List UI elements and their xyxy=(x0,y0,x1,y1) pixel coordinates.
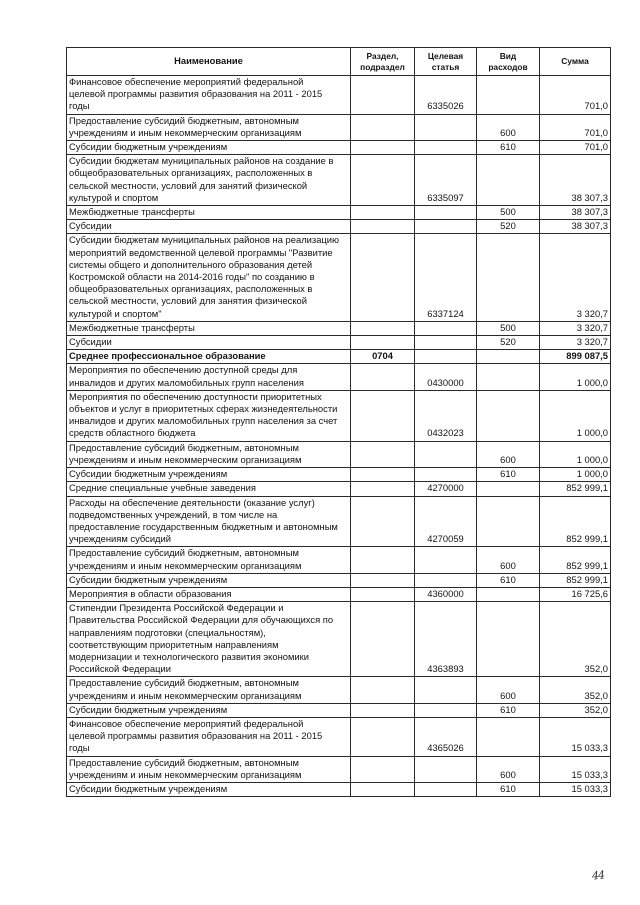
cell-sum: 852 999,1 xyxy=(540,496,611,547)
cell-expense-type: 500 xyxy=(477,206,540,220)
budget-table xyxy=(66,47,611,797)
cell-name: Субсидии бюджетным учреждениям xyxy=(67,703,351,717)
cell-name: Мероприятия по обеспечению доступной среды для инвалидов и других маломобильных групп населения xyxy=(67,364,351,390)
table-row xyxy=(67,220,611,234)
cell-sum: 3 320,7 xyxy=(540,336,611,350)
cell-target xyxy=(415,756,477,782)
cell-section: 0704 xyxy=(351,350,415,364)
table-body xyxy=(67,76,611,797)
cell-target xyxy=(415,441,477,467)
page-number: 44 xyxy=(591,868,605,883)
cell-section xyxy=(351,756,415,782)
cell-sum: 701,0 xyxy=(540,76,611,115)
cell-name: Среднее профессиональное образование xyxy=(67,350,351,364)
table-row xyxy=(67,756,611,782)
cell-expense-type: 610 xyxy=(477,468,540,482)
cell-name: Субсидии бюджетным учреждениям xyxy=(67,468,351,482)
cell-target: 6335097 xyxy=(415,155,477,206)
cell-target xyxy=(415,141,477,155)
cell-expense-type xyxy=(477,364,540,390)
table-row xyxy=(67,717,611,756)
cell-name: Мероприятия в области образования xyxy=(67,587,351,601)
cell-section xyxy=(351,336,415,350)
cell-target xyxy=(415,114,477,140)
cell-expense-type xyxy=(477,155,540,206)
cell-sum: 38 307,3 xyxy=(540,206,611,220)
table-row xyxy=(67,441,611,467)
cell-target xyxy=(415,573,477,587)
cell-expense-type: 610 xyxy=(477,782,540,796)
cell-target xyxy=(415,350,477,364)
cell-section xyxy=(351,220,415,234)
table-row xyxy=(67,114,611,140)
cell-sum: 1 000,0 xyxy=(540,441,611,467)
cell-expense-type xyxy=(477,602,540,677)
cell-sum: 38 307,3 xyxy=(540,155,611,206)
table-row xyxy=(67,155,611,206)
table-row xyxy=(67,703,611,717)
cell-sum: 15 033,3 xyxy=(540,717,611,756)
cell-name: Предоставление субсидий бюджетным, автономным учреждениям и иным некоммерческим организациям xyxy=(67,756,351,782)
cell-name: Субсидии бюджетам муниципальных районов на создание в общеобразовательных организациях, расположенных в сельской местности, условий для занятий физической культурой и спортом xyxy=(67,155,351,206)
table-row xyxy=(67,350,611,364)
cell-target xyxy=(415,321,477,335)
cell-name: Стипендии Президента Российской Федерации и Правительства Российской Федерации для обучающихся по направлениям подготовки (специальностям), соответствующим приоритетным направлениям модернизации и технологического развития экономики Российской Федерации xyxy=(67,602,351,677)
cell-section xyxy=(351,155,415,206)
table-row xyxy=(67,587,611,601)
cell-expense-type: 520 xyxy=(477,220,540,234)
cell-target: 0430000 xyxy=(415,364,477,390)
cell-target xyxy=(415,220,477,234)
cell-target: 4363893 xyxy=(415,602,477,677)
cell-target: 4270059 xyxy=(415,496,477,547)
header-sum: Сумма xyxy=(540,48,611,76)
cell-expense-type: 500 xyxy=(477,321,540,335)
cell-target: 4360000 xyxy=(415,587,477,601)
cell-sum: 352,0 xyxy=(540,677,611,703)
cell-expense-type: 520 xyxy=(477,336,540,350)
cell-sum: 38 307,3 xyxy=(540,220,611,234)
cell-expense-type: 610 xyxy=(477,141,540,155)
cell-section xyxy=(351,482,415,496)
table-row xyxy=(67,141,611,155)
header-expense-type: Вид расходов xyxy=(477,48,540,76)
cell-sum: 899 087,5 xyxy=(540,350,611,364)
cell-expense-type xyxy=(477,587,540,601)
cell-expense-type: 600 xyxy=(477,756,540,782)
table-row xyxy=(67,76,611,115)
cell-name: Мероприятия по обеспечению доступности приоритетных объектов и услуг в приоритетных сферах жизнедеятельности инвалидов и других маломобильных групп населения за счет средств областного бюджета xyxy=(67,390,351,441)
cell-sum: 852 999,1 xyxy=(540,573,611,587)
header-target: Целевая статья xyxy=(415,48,477,76)
table-row xyxy=(67,496,611,547)
table-row xyxy=(67,390,611,441)
cell-section xyxy=(351,703,415,717)
header-row xyxy=(67,48,611,76)
table-row xyxy=(67,364,611,390)
cell-section xyxy=(351,321,415,335)
table-row xyxy=(67,468,611,482)
cell-sum: 852 999,1 xyxy=(540,482,611,496)
cell-section xyxy=(351,468,415,482)
cell-name: Субсидии бюджетным учреждениям xyxy=(67,573,351,587)
cell-target: 6335026 xyxy=(415,76,477,115)
cell-expense-type xyxy=(477,350,540,364)
cell-sum: 1 000,0 xyxy=(540,468,611,482)
cell-section xyxy=(351,141,415,155)
cell-target xyxy=(415,468,477,482)
cell-target: 6337124 xyxy=(415,234,477,321)
cell-target: 0432023 xyxy=(415,390,477,441)
cell-target: 4270000 xyxy=(415,482,477,496)
table-row xyxy=(67,782,611,796)
cell-section xyxy=(351,717,415,756)
cell-target: 4365026 xyxy=(415,717,477,756)
cell-name: Предоставление субсидий бюджетным, автономным учреждениям и иным некоммерческим организациям xyxy=(67,547,351,573)
cell-section xyxy=(351,602,415,677)
table-row xyxy=(67,573,611,587)
cell-sum: 16 725,6 xyxy=(540,587,611,601)
cell-name: Субсидии бюджетам муниципальных районов на реализацию мероприятий ведомственной целевой программы "Развитие системы общего и дополнительного образования детей Костромской области на 2014-2016 годы" по созданию в общеобразовательных организациях, расположенных в сельской местности, условий для занятия физической культурой и спортом" xyxy=(67,234,351,321)
table-row xyxy=(67,602,611,677)
cell-target xyxy=(415,547,477,573)
cell-target xyxy=(415,703,477,717)
table-row xyxy=(67,677,611,703)
cell-expense-type: 600 xyxy=(477,547,540,573)
cell-name: Финансовое обеспечение мероприятий федеральной целевой программы развития образования на 2011 - 2015 годы xyxy=(67,76,351,115)
table-header xyxy=(67,48,611,76)
cell-target xyxy=(415,206,477,220)
cell-expense-type xyxy=(477,390,540,441)
table-row xyxy=(67,234,611,321)
cell-sum: 352,0 xyxy=(540,602,611,677)
cell-section xyxy=(351,234,415,321)
cell-expense-type: 600 xyxy=(477,441,540,467)
cell-section xyxy=(351,677,415,703)
cell-section xyxy=(351,206,415,220)
cell-sum: 701,0 xyxy=(540,114,611,140)
cell-sum: 15 033,3 xyxy=(540,782,611,796)
cell-name: Субсидии бюджетным учреждениям xyxy=(67,141,351,155)
cell-sum: 3 320,7 xyxy=(540,234,611,321)
cell-section xyxy=(351,441,415,467)
cell-expense-type xyxy=(477,717,540,756)
cell-name: Субсидии бюджетным учреждениям xyxy=(67,782,351,796)
cell-section xyxy=(351,76,415,115)
cell-name: Межбюджетные трансферты xyxy=(67,206,351,220)
cell-name: Предоставление субсидий бюджетным, автономным учреждениям и иным некоммерческим организациям xyxy=(67,114,351,140)
cell-expense-type: 600 xyxy=(477,114,540,140)
cell-name: Расходы на обеспечение деятельности (оказание услуг) подведомственных учреждений, в том числе на предоставление государственным бюджетным и автономным учреждениям субсидий xyxy=(67,496,351,547)
cell-section xyxy=(351,496,415,547)
cell-section xyxy=(351,782,415,796)
cell-section xyxy=(351,547,415,573)
table-row xyxy=(67,482,611,496)
cell-sum: 1 000,0 xyxy=(540,364,611,390)
cell-section xyxy=(351,390,415,441)
cell-sum: 352,0 xyxy=(540,703,611,717)
cell-sum: 701,0 xyxy=(540,141,611,155)
cell-name: Предоставление субсидий бюджетным, автономным учреждениям и иным некоммерческим организациям xyxy=(67,677,351,703)
cell-expense-type xyxy=(477,496,540,547)
cell-sum: 852 999,1 xyxy=(540,547,611,573)
cell-section xyxy=(351,364,415,390)
table-row xyxy=(67,336,611,350)
cell-target xyxy=(415,336,477,350)
cell-name: Субсидии xyxy=(67,220,351,234)
header-section: Раздел, подраздел xyxy=(351,48,415,76)
cell-expense-type: 600 xyxy=(477,677,540,703)
table-row xyxy=(67,321,611,335)
cell-name: Предоставление субсидий бюджетным, автономным учреждениям и иным некоммерческим организациям xyxy=(67,441,351,467)
cell-sum: 3 320,7 xyxy=(540,321,611,335)
header-name: Наименование xyxy=(67,48,351,76)
cell-target xyxy=(415,677,477,703)
table-row xyxy=(67,547,611,573)
cell-sum: 1 000,0 xyxy=(540,390,611,441)
cell-sum: 15 033,3 xyxy=(540,756,611,782)
cell-target xyxy=(415,782,477,796)
cell-expense-type xyxy=(477,76,540,115)
cell-name: Средние специальные учебные заведения xyxy=(67,482,351,496)
cell-section xyxy=(351,587,415,601)
cell-expense-type xyxy=(477,482,540,496)
cell-section xyxy=(351,573,415,587)
cell-expense-type: 610 xyxy=(477,573,540,587)
cell-section xyxy=(351,114,415,140)
cell-name: Межбюджетные трансферты xyxy=(67,321,351,335)
cell-name: Финансовое обеспечение мероприятий федеральной целевой программы развития образования на 2011 - 2015 годы xyxy=(67,717,351,756)
cell-expense-type xyxy=(477,234,540,321)
table-row xyxy=(67,206,611,220)
cell-expense-type: 610 xyxy=(477,703,540,717)
cell-name: Субсидии xyxy=(67,336,351,350)
